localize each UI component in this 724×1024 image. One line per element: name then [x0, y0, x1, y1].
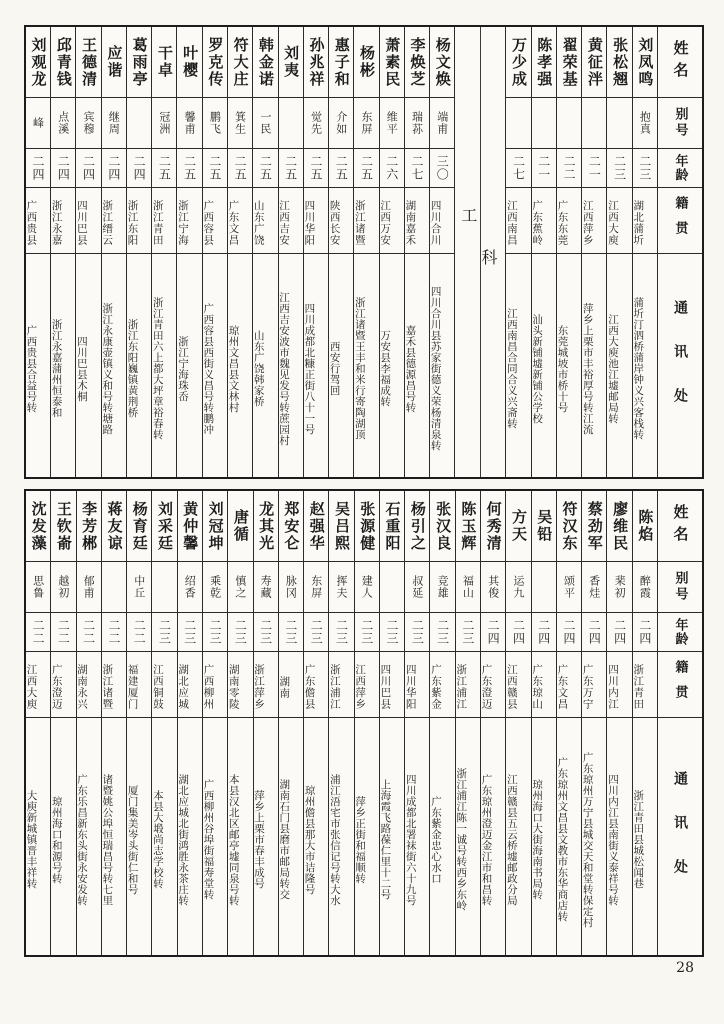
- person-native-place: 广东文昌: [556, 664, 569, 710]
- person-column: [455, 491, 480, 955]
- person-age: 二五: [283, 155, 298, 181]
- person-alias: 点溪: [56, 111, 70, 135]
- person-address: 四川巴县木桐: [76, 335, 88, 402]
- column-header-address: 通讯处: [672, 770, 688, 903]
- person-address: 浙江青田县城松闻巷: [632, 790, 645, 889]
- person-address: 东莞城坡市桥十号: [556, 324, 569, 413]
- person-name: 刘观龙: [29, 36, 48, 88]
- person-age: 二七: [410, 155, 424, 181]
- person-alias: 瑞荪: [410, 111, 424, 135]
- person-native-place: 广东万宁: [582, 664, 594, 710]
- person-native-place: 浙江诸暨: [101, 664, 114, 710]
- person-address: 浙江青田六上都大坪章裕春转: [152, 297, 164, 440]
- person-native-place: 浙江浦江: [329, 664, 341, 710]
- person-native-place: 湖南永兴: [76, 664, 89, 710]
- person-column: [177, 491, 202, 955]
- column-header-native: 籍贯: [672, 195, 688, 246]
- person-alias: 一民: [258, 111, 272, 135]
- person-alias: 醉霞: [638, 575, 652, 599]
- person-address: 江西南昌合同合义兴斋转: [506, 308, 518, 429]
- person-name: 蔡劲军: [585, 500, 604, 552]
- person-alias: 颂平: [562, 575, 576, 599]
- person-address: 萍乡上栗市丰裕厚号转江流: [582, 302, 594, 435]
- person-address: 广西容县西街义昌号转鹏冲: [202, 302, 215, 435]
- person-native-place: 广东儋县: [304, 664, 316, 710]
- person-alias: 郁甫: [82, 575, 96, 599]
- person-alias: 香烓: [587, 575, 601, 599]
- person-native-place: 湖南: [278, 675, 291, 699]
- person-age: 二五: [182, 155, 197, 181]
- person-address: 浙江永嘉蒲州恒泰和: [51, 319, 63, 418]
- column-header-name: 姓名: [671, 504, 690, 548]
- person-address: 蒲圻汀泗桥蒲岸钟义兴客栈转: [632, 297, 645, 440]
- person-alias: 慎之: [233, 575, 247, 599]
- person-alias: 乘乾: [208, 575, 222, 599]
- person-age: 二五: [233, 155, 248, 181]
- section-divider-column: [454, 27, 505, 477]
- person-name: 张汉良: [434, 500, 453, 552]
- person-column: [632, 27, 657, 477]
- person-column: [76, 491, 101, 955]
- person-native-place: 江西吉安: [278, 200, 291, 246]
- person-native-place: 福建厦门: [127, 664, 139, 710]
- person-column: [126, 491, 151, 955]
- person-native-place: 江西大庾: [607, 200, 619, 246]
- person-age: 二三: [385, 619, 400, 645]
- person-alias: 寿藏: [259, 575, 273, 599]
- person-column: [379, 491, 404, 955]
- person-native-place: 四川巴县: [76, 200, 88, 246]
- person-name: 李焕芝: [408, 36, 427, 88]
- person-column: [303, 27, 328, 477]
- person-native-place: 江西铜鼓: [152, 664, 164, 710]
- person-native-place: 江西南昌: [506, 200, 518, 246]
- person-name: 郑安仑: [282, 500, 301, 552]
- person-alias: 箕生: [233, 111, 247, 135]
- person-native-place: 江西万安: [379, 200, 392, 246]
- person-name: 符大庄: [231, 36, 250, 88]
- person-column: [328, 491, 353, 955]
- person-name: 陈焰: [636, 509, 655, 543]
- person-alias: 棐初: [613, 575, 627, 599]
- person-name: 萧素民: [383, 36, 402, 88]
- person-address: 浦江浯宅市张信记号转大水: [329, 773, 341, 906]
- person-column: [26, 27, 50, 477]
- person-age: 二三: [460, 619, 475, 645]
- person-address: 浙江宁海珠岙: [177, 335, 189, 402]
- person-alias: 宾穆: [82, 111, 96, 135]
- person-native-place: 湖北应城: [177, 664, 190, 710]
- person-age: 二五: [334, 155, 349, 181]
- person-native-place: 江西赣县: [506, 664, 518, 710]
- person-native-place: 广东东莞: [556, 200, 569, 246]
- person-address: 广东琼州澄迈金江市和昌转: [481, 773, 493, 906]
- person-age: 二四: [486, 619, 501, 645]
- person-age: 二一: [536, 155, 551, 181]
- person-age: 二三: [637, 155, 652, 181]
- person-age: 二二: [562, 155, 577, 181]
- column-header-alias: 别号: [672, 571, 688, 603]
- person-name: 杨文焕: [433, 36, 452, 88]
- person-native-place: 浙江宁海: [177, 200, 189, 246]
- person-age: 二四: [587, 619, 602, 645]
- person-column: [581, 491, 606, 955]
- person-age: 二三: [410, 619, 425, 645]
- person-address: 汕头新铺墟新铺公学校: [531, 313, 544, 424]
- person-age: 二三: [208, 619, 223, 645]
- person-alias: 建人: [360, 575, 374, 599]
- person-name: 干卓: [155, 45, 174, 79]
- person-name: 李芳郴: [80, 500, 99, 552]
- person-column: [253, 491, 278, 955]
- person-address: 万安县李福成转: [379, 330, 392, 407]
- person-column: [328, 27, 353, 477]
- person-address: 广东乐昌新东头街永安发转: [76, 773, 89, 906]
- person-name: 何秀清: [484, 500, 503, 552]
- person-column: [404, 27, 429, 477]
- person-age: 二二: [132, 619, 147, 645]
- person-column: [252, 27, 277, 477]
- person-alias: 东屏: [309, 575, 323, 599]
- person-native-place: 江西大庾: [25, 664, 38, 710]
- person-address: 浙江浦江陈一诚号转西乡东岭: [455, 768, 468, 911]
- person-native-place: 广东蕉岭: [531, 200, 544, 246]
- person-name: 符汉东: [560, 500, 579, 552]
- person-alias: 脉冈: [284, 575, 298, 599]
- person-native-place: 四川合川: [430, 200, 442, 246]
- person-age: 二三: [359, 619, 374, 645]
- person-name: 陈玉辉: [459, 500, 478, 552]
- person-name: 张松翘: [611, 36, 630, 88]
- person-name: 刘冠坤: [206, 500, 225, 552]
- person-column: [404, 491, 429, 955]
- person-name: 刘夷: [282, 45, 301, 79]
- person-address: 琼州海口大街海南书局转: [531, 779, 544, 900]
- header-column: [657, 27, 702, 477]
- person-age: 二五: [308, 155, 323, 181]
- person-column: [353, 27, 378, 477]
- person-address: 江西吉安波市魏见发号转蔗园村: [278, 291, 291, 446]
- section-label-char: 科: [481, 248, 498, 267]
- person-name: 黄仲馨: [181, 500, 200, 552]
- person-column: [531, 491, 556, 955]
- person-native-place: 浙江永嘉: [51, 200, 63, 246]
- person-column: [126, 27, 151, 477]
- person-age: 二四: [612, 619, 627, 645]
- person-name: 翟荣基: [560, 36, 579, 88]
- person-address: 萍乡上栗市春丰成号: [253, 790, 265, 889]
- page-number: 28: [676, 960, 694, 976]
- person-address: 厦门集美岑头街仁和号: [127, 784, 139, 895]
- person-native-place: 浙江浦江: [455, 664, 468, 710]
- person-name: 唐循: [231, 509, 250, 543]
- person-column: [50, 27, 75, 477]
- person-name: 龙其光: [257, 500, 276, 552]
- person-column: [632, 491, 657, 955]
- person-column: [429, 27, 454, 477]
- person-column: [151, 491, 176, 955]
- person-age: 二五: [359, 155, 374, 181]
- person-native-place: 陕西长安: [329, 200, 341, 246]
- person-address: 琼州文昌县文林村: [228, 324, 240, 413]
- person-alias: 馨甫: [183, 111, 197, 135]
- person-address: 浙江永康壶镇义和号转塘路: [101, 302, 114, 435]
- person-address: 广东琼州文昌县文教市东华商店转: [556, 757, 569, 922]
- person-column: [151, 27, 176, 477]
- person-age: 二一: [587, 155, 602, 181]
- person-name: 孙兆祥: [307, 36, 326, 88]
- person-native-place: 广西容县: [202, 200, 215, 246]
- person-name: 沈发藻: [29, 500, 48, 552]
- person-alias: 思鲁: [31, 575, 45, 599]
- person-column: [101, 27, 126, 477]
- person-native-place: 山东广饶: [253, 200, 265, 246]
- person-column: [101, 491, 126, 955]
- person-age: 二三: [182, 619, 197, 645]
- person-native-place: 江西萍乡: [582, 200, 594, 246]
- person-age: 二四: [637, 619, 652, 645]
- person-name: 应谐: [105, 45, 124, 79]
- person-alias: 绍香: [183, 575, 197, 599]
- person-native-place: 四川巴县: [379, 664, 392, 710]
- person-name: 刘凤鸣: [636, 36, 655, 88]
- person-name: 邱青钱: [54, 36, 73, 88]
- person-alias: 觉先: [309, 111, 323, 135]
- person-address: 西安行驾回: [329, 341, 341, 396]
- person-age: 二四: [106, 155, 121, 181]
- person-column: [556, 491, 581, 955]
- person-column: [227, 27, 252, 477]
- person-address: 广西柳州谷埠街福寿堂转: [202, 779, 215, 900]
- person-column: [278, 27, 303, 477]
- person-name: 石重阳: [383, 500, 402, 552]
- person-native-place: 浙江缙云: [101, 200, 114, 246]
- person-native-place: 浙江青田: [632, 664, 645, 710]
- person-alias: 端甫: [435, 111, 449, 135]
- person-address: 嘉禾县德源昌号转: [404, 324, 417, 413]
- column-header-age: 年龄: [672, 618, 688, 646]
- person-address: 本县大塅尚志学校转: [152, 790, 164, 889]
- person-alias: 冠洲: [157, 111, 171, 135]
- column-header-alias: 别号: [672, 107, 688, 139]
- person-address: 四川内江县南街义泰祥号转: [607, 773, 619, 906]
- person-age: 二五: [258, 155, 273, 181]
- person-native-place: 湖北蒲圻: [632, 200, 645, 246]
- person-address: 萍乡正街和福顺转: [354, 795, 367, 884]
- person-alias: 东屏: [359, 111, 373, 135]
- person-native-place: 浙江萍乡: [253, 664, 265, 710]
- person-column: [26, 491, 50, 955]
- person-alias: 叔延: [410, 575, 424, 599]
- roster-table-top: [24, 25, 704, 479]
- person-column: [379, 27, 404, 477]
- person-name: 罗克传: [206, 36, 225, 88]
- person-name: 王德清: [80, 36, 99, 88]
- person-alias: 竞雄: [436, 575, 450, 599]
- person-age: 二四: [132, 155, 147, 181]
- person-address: 广东琼州万宁县城交天和堂转保定村: [582, 751, 594, 928]
- person-column: [581, 27, 606, 477]
- person-address: 诸暨姚公埠恒瑞昌号转七里: [101, 773, 114, 906]
- person-column: [176, 27, 201, 477]
- person-address: 浙江东阳巍镇黄荆桥: [126, 319, 139, 418]
- person-name: 吴吕熙: [332, 500, 351, 552]
- person-name: 陈孝强: [535, 36, 554, 88]
- person-column: [202, 491, 227, 955]
- person-name: 赵强华: [307, 500, 326, 552]
- person-age: 二三: [334, 619, 349, 645]
- person-address: 四川合川县苏家街德义荣杨清泉转: [430, 286, 442, 451]
- person-age: 二四: [56, 155, 71, 181]
- person-alias: 维平: [385, 111, 399, 135]
- person-name: 王钦嵛: [54, 500, 73, 552]
- person-native-place: 浙江青田: [152, 200, 164, 246]
- column-header-native: 籍贯: [672, 659, 688, 710]
- person-name: 张源健: [358, 500, 377, 552]
- person-address: 广东紫金忠心水口: [430, 795, 442, 884]
- person-alias: 峰: [31, 117, 45, 129]
- column-header-name: 姓名: [671, 40, 690, 84]
- person-column: [606, 27, 631, 477]
- person-column: [480, 491, 505, 955]
- person-native-place: 广东琼山: [531, 664, 544, 710]
- person-native-place: 江西萍乡: [354, 664, 367, 710]
- person-native-place: 湖南零陵: [228, 664, 240, 710]
- person-alias: 越初: [56, 575, 70, 599]
- person-native-place: 四川华阳: [303, 200, 316, 246]
- person-age: 二三: [258, 619, 273, 645]
- roster-table-bottom: [24, 489, 704, 957]
- person-column: [278, 491, 303, 955]
- person-address: 琼州儋县那大市诘隆号: [304, 784, 316, 895]
- person-native-place: 四川华阳: [405, 664, 417, 710]
- person-native-place: 浙江诸暨: [354, 200, 366, 246]
- person-alias: 挥夫: [334, 575, 348, 599]
- person-name: 吴铅: [535, 509, 554, 543]
- person-native-place: 广东澄迈: [481, 664, 493, 710]
- person-column: [505, 491, 530, 955]
- person-native-place: 四川内江: [607, 664, 619, 710]
- person-name: 黄征泮: [585, 36, 604, 88]
- person-native-place: 浙江东阳: [126, 200, 139, 246]
- person-name: 万少成: [510, 36, 529, 88]
- person-age: 二五: [157, 155, 172, 181]
- person-alias: 继周: [107, 111, 121, 135]
- person-age: 二二: [106, 619, 121, 645]
- person-age: 二三: [283, 619, 298, 645]
- person-alias: 抱真: [638, 111, 652, 135]
- person-address: 山东广饶韩家桥: [253, 330, 265, 407]
- person-age: 二四: [562, 619, 577, 645]
- person-age: 二二: [81, 619, 96, 645]
- person-address: 四川成都北署袜街六十九号: [405, 773, 417, 906]
- person-age: 二二: [56, 619, 71, 645]
- person-address: 湖南石门县磨市邮局转交: [278, 779, 291, 900]
- person-age: 二四: [81, 155, 96, 181]
- person-column: [227, 491, 252, 955]
- person-native-place: 湖南嘉禾: [404, 200, 417, 246]
- person-address: 江西赣县五云桥墟邮政分局: [506, 773, 518, 906]
- person-age: 二六: [384, 155, 399, 181]
- person-age: 二七: [511, 155, 526, 181]
- person-alias: 福山: [461, 575, 475, 599]
- person-column: [354, 491, 379, 955]
- person-age: 二四: [536, 619, 551, 645]
- person-name: 惠子和: [332, 36, 351, 88]
- person-name: 方天: [509, 509, 528, 543]
- person-column: [50, 491, 75, 955]
- person-alias: 介如: [334, 111, 348, 135]
- person-native-place: 广西贵县: [25, 200, 38, 246]
- person-address: 浙江诸暨王丰和米行寄陶湖顶: [354, 297, 366, 440]
- person-age: 二三: [309, 619, 324, 645]
- person-age: 二二: [31, 619, 46, 645]
- person-alias: 其俊: [486, 575, 500, 599]
- person-column: [202, 27, 227, 477]
- person-name: 杨彬: [357, 45, 376, 79]
- person-column: [531, 27, 556, 477]
- person-native-place: 广东紫金: [430, 664, 442, 710]
- column-header-age: 年龄: [672, 154, 688, 182]
- header-column: [657, 491, 702, 955]
- person-column: [505, 27, 530, 477]
- column-header-address: 通讯处: [672, 299, 688, 432]
- person-address: 广西贵县合益号转: [25, 324, 38, 413]
- person-name: 叶樱: [181, 45, 200, 79]
- person-alias: 鹏飞: [208, 111, 222, 135]
- person-name: 杨引之: [408, 500, 427, 552]
- person-address: 琼州海口和源号转: [51, 795, 63, 884]
- person-address: 大庾新城镇晋丰祥转: [25, 790, 38, 889]
- person-column: [606, 491, 631, 955]
- section-label-char: 工: [461, 206, 478, 225]
- person-address: 四川成都北糠正街八十一号: [303, 302, 316, 435]
- person-address: 上海霞飞路葆仁里十二号: [379, 779, 392, 900]
- person-alias: 中丘: [132, 575, 146, 599]
- person-age: 二三: [435, 619, 450, 645]
- person-age: 二三: [233, 619, 248, 645]
- person-age: 二四: [31, 155, 46, 181]
- person-name: 葛雨亭: [130, 36, 149, 88]
- person-column: [303, 491, 328, 955]
- person-address: 本县汉北区邮亭墟同泉号转: [228, 773, 240, 906]
- person-age: 二三: [612, 155, 627, 181]
- person-address: 湖北应城北街鸿胜永茶庄转: [177, 773, 190, 906]
- person-address: 江西大庾池江墟邮局转: [607, 313, 619, 424]
- person-age: 二四: [511, 619, 526, 645]
- person-name: 杨育廷: [130, 500, 149, 552]
- person-name: 韩金诺: [256, 36, 275, 88]
- person-native-place: 广东澄迈: [51, 664, 63, 710]
- person-column: [429, 491, 454, 955]
- person-alias: 运九: [511, 575, 525, 599]
- person-column: [556, 27, 581, 477]
- person-name: 蒋友谅: [105, 500, 124, 552]
- person-age: 三〇: [435, 155, 450, 181]
- person-native-place: 广西柳州: [202, 664, 215, 710]
- person-age: 二五: [207, 155, 222, 181]
- person-name: 刘采廷: [156, 500, 175, 552]
- person-age: 二三: [157, 619, 172, 645]
- person-native-place: 广东文昌: [228, 200, 240, 246]
- person-name: 廖维民: [611, 500, 630, 552]
- person-column: [75, 27, 100, 477]
